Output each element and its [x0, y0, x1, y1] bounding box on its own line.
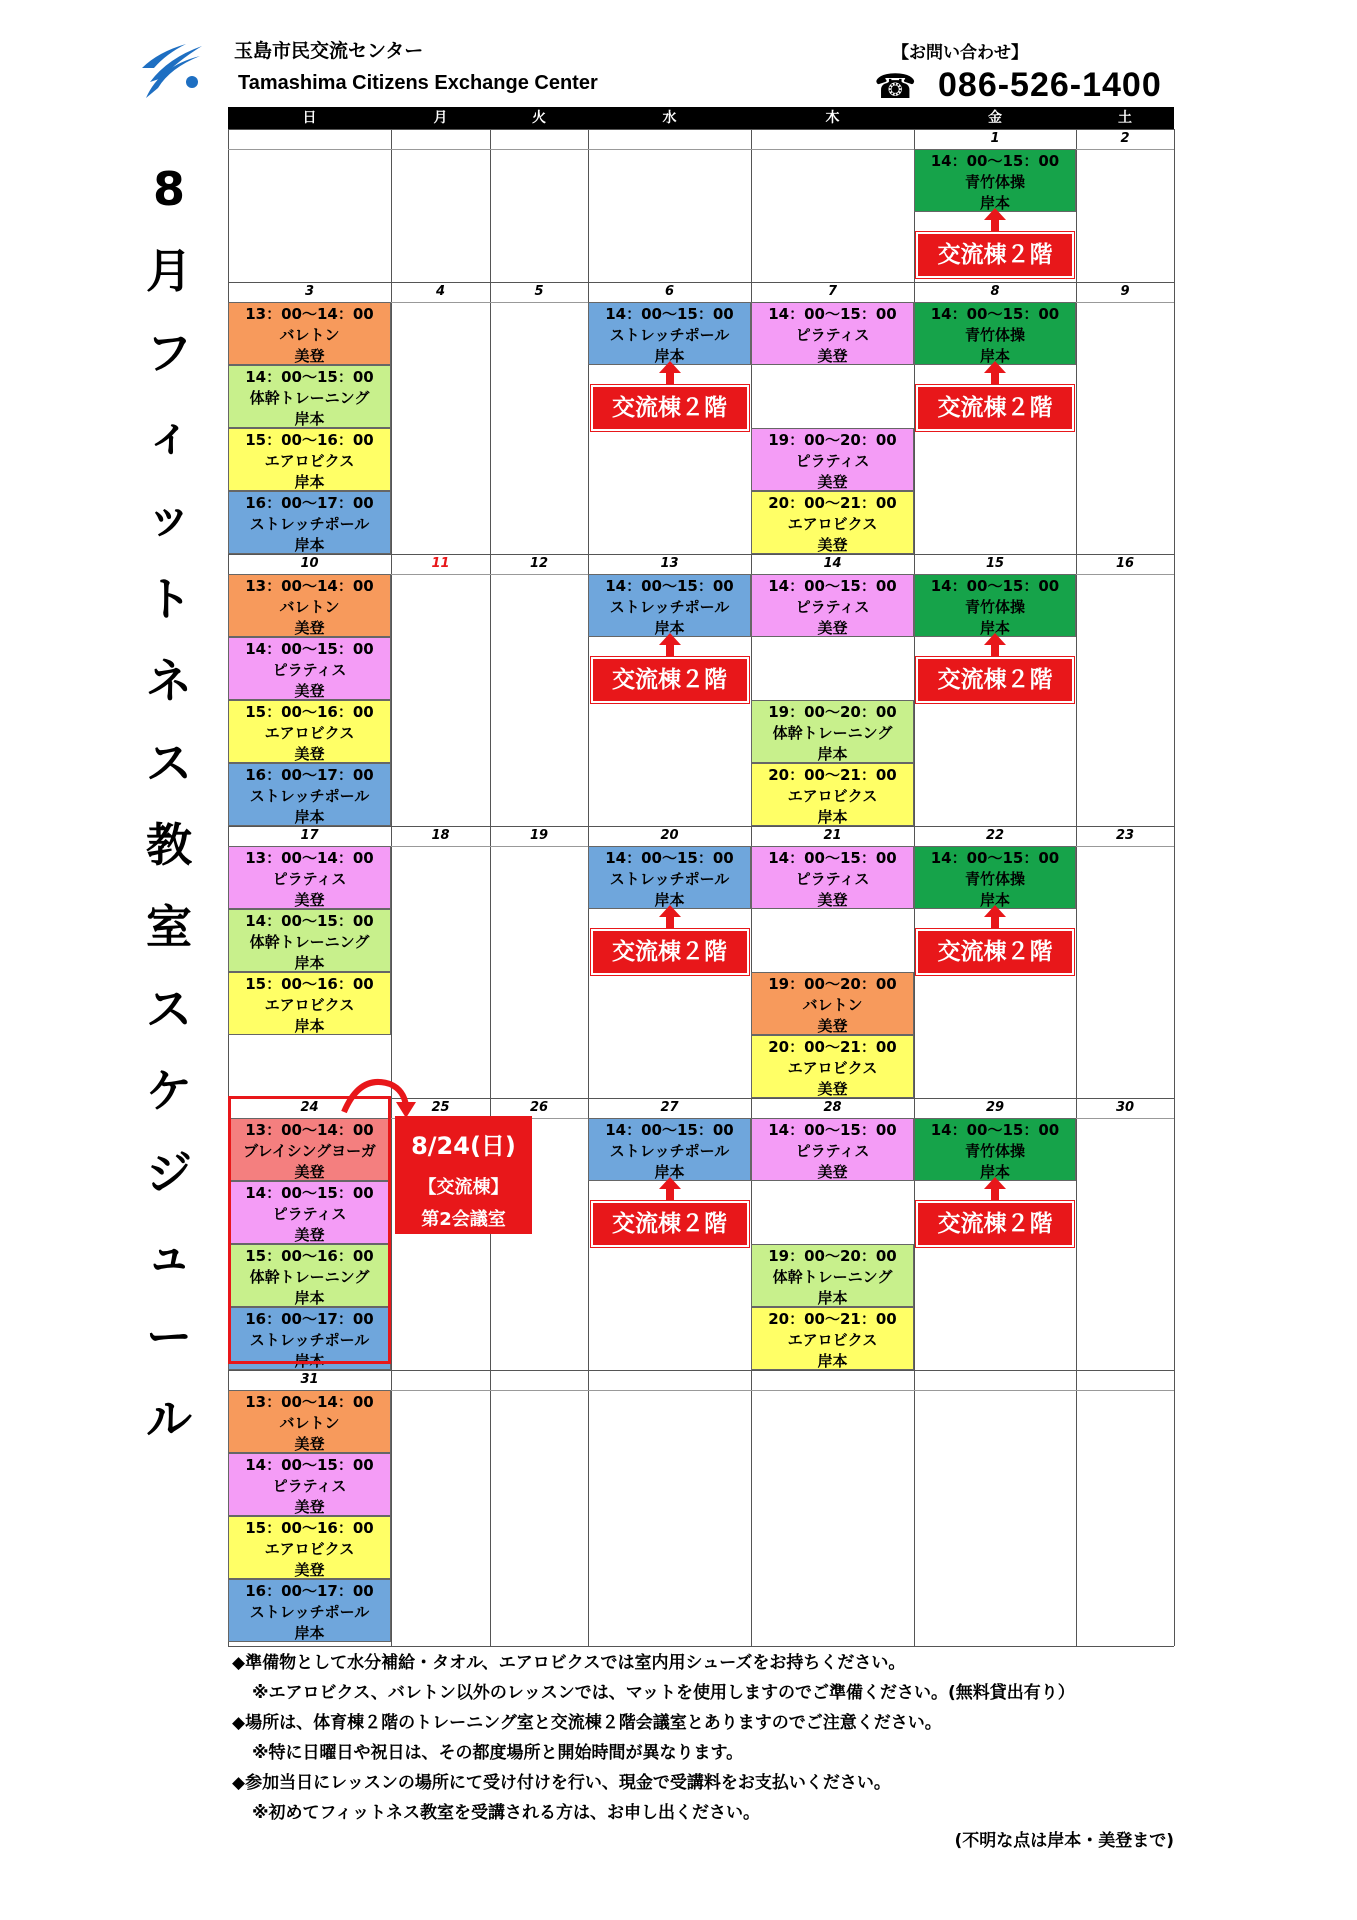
title-char: 8: [152, 162, 185, 216]
day-number: 22: [985, 828, 1005, 843]
day-number: 18: [431, 828, 450, 843]
lesson-teacher: 岸本: [654, 347, 685, 365]
lesson-time: 14：00～15：00: [245, 640, 374, 658]
lesson-name: ピラティス: [795, 1142, 870, 1160]
day-number: 12: [529, 556, 549, 571]
title-char: ネ: [146, 654, 192, 708]
location-badge: 交流棟２階: [916, 657, 1074, 703]
lesson-block[interactable]: [914, 846, 1076, 909]
lesson-time: 20：00～21：00: [768, 1038, 897, 1056]
lesson-name: 体幹トレーニング: [249, 933, 370, 951]
lesson-name: ストレッチポール: [609, 1142, 730, 1160]
note-line: ◆場所は、体育棟２階のトレーニング室と交流棟２階会議室とありますのでご注意ください。: [232, 1713, 942, 1733]
lesson-teacher: 岸本: [979, 347, 1010, 365]
day-number: 27: [660, 1100, 679, 1115]
arrow-up-icon: [984, 633, 1006, 645]
lesson-block[interactable]: [228, 1453, 391, 1516]
lesson-teacher: 岸本: [979, 619, 1010, 637]
lesson-time: 16：00～17：00: [245, 1582, 374, 1600]
lesson-name: 青竹体操: [964, 1142, 1025, 1160]
day-number: 29: [985, 1100, 1005, 1115]
arrow-stem: [991, 220, 999, 232]
title-char: ス: [146, 982, 192, 1036]
lesson-block[interactable]: [914, 574, 1076, 637]
note-line: ※特に日曜日や祝日は、その都度場所と開始時間が異なります。: [252, 1743, 744, 1763]
day-number: 31: [300, 1372, 319, 1387]
lesson-block[interactable]: [751, 1035, 914, 1098]
lesson-teacher: 美登: [294, 682, 325, 700]
title-char: ル: [146, 1392, 192, 1446]
lesson-block[interactable]: [914, 149, 1076, 212]
lesson-name: 青竹体操: [964, 870, 1025, 888]
lesson-time: 15：00～16：00: [245, 431, 374, 449]
lesson-name: エアロビクス: [787, 1059, 878, 1077]
lesson-name: ピラティス: [795, 326, 870, 344]
notice-line3: 第2会議室: [421, 1209, 506, 1230]
lesson-time: 16：00～17：00: [245, 1310, 374, 1328]
lesson-time: 19：00～20：00: [768, 1247, 897, 1265]
footer-note: (不明な点は岸本・美登まで): [954, 1831, 1174, 1851]
lesson-block[interactable]: [228, 637, 391, 700]
lesson-time: 20：00～21：00: [768, 494, 897, 512]
lesson-name: ストレッチポール: [249, 515, 370, 533]
arrow-up-icon: [984, 905, 1006, 917]
lesson-time: 19：00～20：00: [768, 975, 897, 993]
title-char: 教: [146, 818, 192, 872]
lesson-teacher: 美登: [294, 891, 325, 909]
lesson-time: 14：00～15：00: [768, 849, 897, 867]
notice-box: [395, 1116, 532, 1234]
lesson-teacher: 岸本: [294, 473, 325, 491]
lesson-time: 19：00～20：00: [768, 703, 897, 721]
lesson-name: 体幹トレーニング: [249, 1268, 370, 1286]
lesson-time: 14：00～15：00: [605, 1121, 734, 1139]
day-number: 30: [1115, 1100, 1135, 1115]
lesson-time: 16：00～17：00: [245, 494, 374, 512]
lesson-teacher: 美登: [817, 347, 848, 365]
page-title: [140, 148, 198, 1460]
lesson-teacher: 美登: [294, 1561, 325, 1579]
location-badge: 交流棟２階: [916, 1201, 1074, 1247]
lesson-teacher: 美登: [294, 1163, 325, 1181]
lesson-time: 14：00～15：00: [605, 849, 734, 867]
lesson-name: エアロビクス: [264, 724, 355, 742]
lesson-block[interactable]: [588, 302, 751, 365]
lesson-block[interactable]: [228, 972, 391, 1035]
lesson-name: 青竹体操: [964, 173, 1025, 191]
day-number: 3: [304, 284, 315, 299]
lesson-name: ピラティス: [795, 598, 870, 616]
lesson-block[interactable]: [228, 846, 391, 909]
arrow-stem: [666, 917, 674, 929]
lesson-time: 20：00～21：00: [768, 766, 897, 784]
lesson-teacher: 岸本: [654, 1163, 685, 1181]
lesson-time: 15：00～16：00: [245, 1247, 374, 1265]
lesson-time: 14：00～15：00: [930, 1121, 1060, 1139]
lesson-name: ストレッチポール: [249, 1331, 370, 1349]
lesson-name: エアロビクス: [787, 515, 878, 533]
lesson-block[interactable]: [914, 1118, 1076, 1181]
lesson-teacher: 美登: [817, 891, 848, 909]
lesson-block[interactable]: [751, 574, 914, 637]
lesson-teacher: 岸本: [294, 1289, 325, 1307]
lesson-time: 19：00～20：00: [768, 431, 897, 449]
weekday-header: 金: [914, 107, 1076, 129]
lesson-block[interactable]: [751, 1307, 914, 1370]
lesson-name: 体幹トレーニング: [772, 724, 893, 742]
lesson-name: ピラティス: [272, 1205, 347, 1223]
arrow-up-icon: [659, 633, 681, 645]
lesson-teacher: 美登: [817, 1163, 848, 1181]
weekday-header: 火: [490, 107, 588, 129]
lesson-block[interactable]: [751, 1118, 914, 1181]
lesson-teacher: 岸本: [294, 1017, 325, 1035]
day-number: 20: [660, 828, 679, 843]
lesson-teacher: 岸本: [817, 808, 848, 826]
grid-line: [490, 129, 491, 1646]
lesson-time: 15：00～16：00: [245, 975, 374, 993]
phone-icon: ☎: [874, 67, 917, 107]
lesson-block[interactable]: [751, 763, 914, 826]
arrow-stem: [666, 1189, 674, 1201]
title-char: ト: [146, 572, 192, 626]
arrow-stem: [991, 373, 999, 385]
lesson-name: ストレッチポール: [609, 870, 730, 888]
lesson-name: エアロビクス: [264, 1540, 355, 1558]
day-number: 5: [534, 284, 544, 299]
lesson-time: 13：00～14：00: [245, 1121, 374, 1139]
lesson-name: 青竹体操: [964, 598, 1025, 616]
day-number: 26: [529, 1100, 549, 1115]
lesson-teacher: 岸本: [294, 410, 325, 428]
title-char: 月: [146, 244, 192, 298]
lesson-block[interactable]: [914, 302, 1076, 365]
arrow-stem: [991, 917, 999, 929]
lesson-name: ピラティス: [272, 661, 347, 679]
curved-arrow-icon: [330, 1072, 420, 1122]
lesson-name: ストレッチポール: [609, 326, 730, 344]
lesson-block[interactable]: [228, 1390, 391, 1453]
location-badge: 交流棟２階: [591, 1201, 749, 1247]
arrow-up-icon: [984, 1177, 1006, 1189]
arrow-up-icon: [984, 361, 1006, 373]
lesson-time: 14：00～15：00: [768, 1121, 897, 1139]
lesson-teacher: 美登: [817, 536, 848, 554]
note-line: ※エアロビクス、バレトン以外のレッスンでは、マットを使用しますのでご準備ください。(無料貸出有り）: [252, 1683, 1075, 1703]
location-badge: 交流棟２階: [916, 385, 1074, 431]
lesson-name: ピラティス: [272, 870, 347, 888]
notice-line1: 8/24(日): [411, 1132, 516, 1160]
highlight-day-24: [228, 1096, 391, 1364]
location-badge: 交流棟２階: [591, 657, 749, 703]
note-line: ◆参加当日にレッスンの場所にて受け付けを行い、現金で受講料をお支払いください。: [232, 1773, 891, 1793]
lesson-block[interactable]: [228, 491, 391, 554]
day-number: 10: [300, 556, 319, 571]
lesson-time: 14：00～15：00: [930, 152, 1060, 170]
lesson-block[interactable]: [751, 972, 914, 1035]
lesson-teacher: 美登: [817, 1080, 848, 1098]
title-char: ィ: [146, 408, 192, 462]
weekday-header: 月: [391, 107, 490, 129]
lesson-teacher: 美登: [294, 347, 325, 365]
grid-line: [1174, 129, 1175, 1646]
title-char: ッ: [146, 490, 192, 544]
lesson-teacher: 美登: [817, 619, 848, 637]
day-number: 15: [985, 556, 1005, 571]
lesson-teacher: 美登: [294, 745, 325, 763]
lesson-time: 15：00～16：00: [245, 1519, 374, 1537]
lesson-name: バレトン: [802, 996, 863, 1014]
lesson-time: 14：00～15：00: [930, 849, 1060, 867]
day-number: 4: [435, 284, 446, 299]
lesson-time: 13：00～14：00: [245, 1393, 374, 1411]
note-line: ◆準備物として水分補給・タオル、エアロビクスでは室内用シューズをお持ちください。: [232, 1653, 906, 1673]
location-badge: 交流棟２階: [916, 232, 1074, 278]
lesson-name: バレトン: [279, 1414, 340, 1432]
lesson-block[interactable]: [228, 365, 391, 428]
title-char: ス: [146, 736, 192, 790]
lesson-block[interactable]: [228, 763, 391, 826]
lesson-block[interactable]: [751, 700, 914, 763]
lesson-teacher: 岸本: [817, 745, 848, 763]
lesson-block[interactable]: [751, 428, 914, 491]
arrow-stem: [991, 1189, 999, 1201]
note-line: ※初めてフィットネス教室を受講される方は、お申し出ください。: [252, 1803, 760, 1823]
lesson-name: ストレッチポール: [609, 598, 730, 616]
day-number: 7: [827, 284, 838, 299]
lesson-teacher: 岸本: [979, 194, 1010, 212]
lesson-teacher: 岸本: [654, 891, 685, 909]
title-char: 室: [146, 900, 192, 954]
lesson-teacher: 岸本: [654, 619, 685, 637]
lesson-block[interactable]: [751, 302, 914, 365]
title-char: ュ: [146, 1228, 192, 1282]
lesson-time: 20：00～21：00: [768, 1310, 897, 1328]
lesson-name: ストレッチポール: [249, 787, 370, 805]
lesson-name: ピラティス: [795, 452, 870, 470]
lesson-time: 14：00～15：00: [930, 577, 1060, 595]
lesson-name: エアロビクス: [264, 996, 355, 1014]
lesson-name: エアロビクス: [264, 452, 355, 470]
day-number: 2: [1120, 131, 1130, 146]
lesson-time: 14：00～15：00: [605, 305, 734, 323]
day-number: 16: [1115, 556, 1135, 571]
lesson-time: 14：00～15：00: [768, 305, 897, 323]
title-char: フ: [146, 326, 192, 380]
lesson-name: ピラティス: [795, 870, 870, 888]
lesson-block[interactable]: [588, 1118, 751, 1181]
lesson-name: エアロビクス: [787, 1331, 878, 1349]
lesson-time: 14：00～15：00: [245, 1184, 374, 1202]
day-number: 23: [1115, 828, 1135, 843]
day-number: 8: [990, 284, 1000, 299]
day-number: 19: [529, 828, 549, 843]
lesson-time: 14：00～15：00: [930, 305, 1060, 323]
location-badge: 交流棟２階: [591, 929, 749, 975]
day-number: 11: [431, 556, 450, 571]
lesson-block[interactable]: [228, 302, 391, 365]
lesson-block[interactable]: [228, 909, 391, 972]
org-name-ja: 玉島市民交流センター: [234, 40, 424, 62]
day-number: 17: [300, 828, 319, 843]
lesson-time: 14：00～15：00: [768, 577, 897, 595]
weekday-header: 土: [1076, 107, 1174, 129]
contact-label: 【お問い合わせ】: [892, 43, 1028, 63]
lesson-teacher: 岸本: [979, 1163, 1010, 1181]
lesson-time: 14：00～15：00: [245, 1456, 374, 1474]
lesson-teacher: 岸本: [294, 1352, 325, 1370]
day-number: 28: [823, 1100, 842, 1115]
lesson-teacher: 岸本: [294, 536, 325, 554]
location-badge: 交流棟２階: [916, 929, 1074, 975]
title-char: ケ: [146, 1064, 192, 1118]
title-char: ジ: [146, 1146, 192, 1200]
lesson-teacher: 岸本: [294, 1624, 325, 1642]
lesson-name: バレトン: [279, 598, 340, 616]
notes-section: [232, 1648, 1075, 1828]
center-logo-icon: [140, 38, 206, 104]
lesson-block[interactable]: [228, 1516, 391, 1579]
weekday-header: 水: [588, 107, 751, 129]
lesson-block[interactable]: [751, 491, 914, 554]
lesson-teacher: 美登: [817, 473, 848, 491]
phone-number[interactable]: 086-526-1400: [938, 66, 1162, 104]
lesson-time: 13：00～14：00: [245, 849, 374, 867]
lesson-name: バレトン: [279, 326, 340, 344]
day-number: 6: [664, 284, 675, 299]
lesson-name: 青竹体操: [964, 326, 1025, 344]
lesson-block[interactable]: [588, 846, 751, 909]
arrow-up-icon: [659, 361, 681, 373]
lesson-teacher: 岸本: [817, 1289, 848, 1307]
arrow-stem: [991, 645, 999, 657]
grid-line: [228, 1646, 1174, 1647]
day-number: 21: [823, 828, 842, 843]
day-number: 13: [660, 556, 679, 571]
lesson-time: 14：00～15：00: [245, 368, 374, 386]
lesson-name: ブレイシングヨーガ: [243, 1142, 376, 1160]
lesson-teacher: 美登: [294, 1226, 325, 1244]
lesson-time: 13：00～14：00: [245, 577, 374, 595]
lesson-name: 体幹トレーニング: [249, 389, 370, 407]
lesson-teacher: 岸本: [979, 891, 1010, 909]
weekday-header: 日: [228, 107, 391, 129]
lesson-time: 15：00～16：00: [245, 703, 374, 721]
lesson-block[interactable]: [228, 428, 391, 491]
lesson-teacher: 岸本: [817, 1352, 848, 1370]
arrow-up-icon: [984, 208, 1006, 220]
lesson-teacher: 美登: [294, 619, 325, 637]
location-badge: 交流棟２階: [591, 385, 749, 431]
lesson-block[interactable]: [228, 700, 391, 763]
lesson-time: 16：00～17：00: [245, 766, 374, 784]
lesson-name: エアロビクス: [787, 787, 878, 805]
lesson-name: ストレッチポール: [249, 1603, 370, 1621]
day-number: 24: [300, 1100, 319, 1115]
day-number: 25: [431, 1100, 450, 1115]
arrow-up-icon: [659, 1177, 681, 1189]
day-number: 14: [823, 556, 842, 571]
grid-line: [391, 129, 392, 1646]
lesson-time: 14：00～15：00: [605, 577, 734, 595]
day-number: 1: [990, 131, 1000, 146]
lesson-name: 体幹トレーニング: [772, 1268, 893, 1286]
arrow-stem: [666, 373, 674, 385]
lesson-teacher: 岸本: [294, 808, 325, 826]
lesson-time: 13：00～14：00: [245, 305, 374, 323]
weekday-header: 木: [751, 107, 914, 129]
grid-line: [1076, 129, 1077, 1646]
arrow-stem: [666, 645, 674, 657]
lesson-teacher: 美登: [294, 1435, 325, 1453]
lesson-block[interactable]: [228, 574, 391, 637]
arrow-up-icon: [659, 905, 681, 917]
lesson-teacher: 美登: [294, 1498, 325, 1516]
lesson-teacher: 岸本: [294, 954, 325, 972]
notice-line2: 【交流棟】: [418, 1177, 509, 1198]
lesson-block[interactable]: [751, 1244, 914, 1307]
title-char: ー: [146, 1310, 192, 1364]
org-name-en: Tamashima Citizens Exchange Center: [238, 72, 598, 94]
lesson-time: 14：00～15：00: [245, 912, 374, 930]
lesson-block[interactable]: [751, 846, 914, 909]
lesson-block[interactable]: [588, 574, 751, 637]
lesson-name: ピラティス: [272, 1477, 347, 1495]
lesson-teacher: 美登: [817, 1017, 848, 1035]
lesson-block[interactable]: [228, 1579, 391, 1642]
day-number: 9: [1120, 284, 1130, 299]
